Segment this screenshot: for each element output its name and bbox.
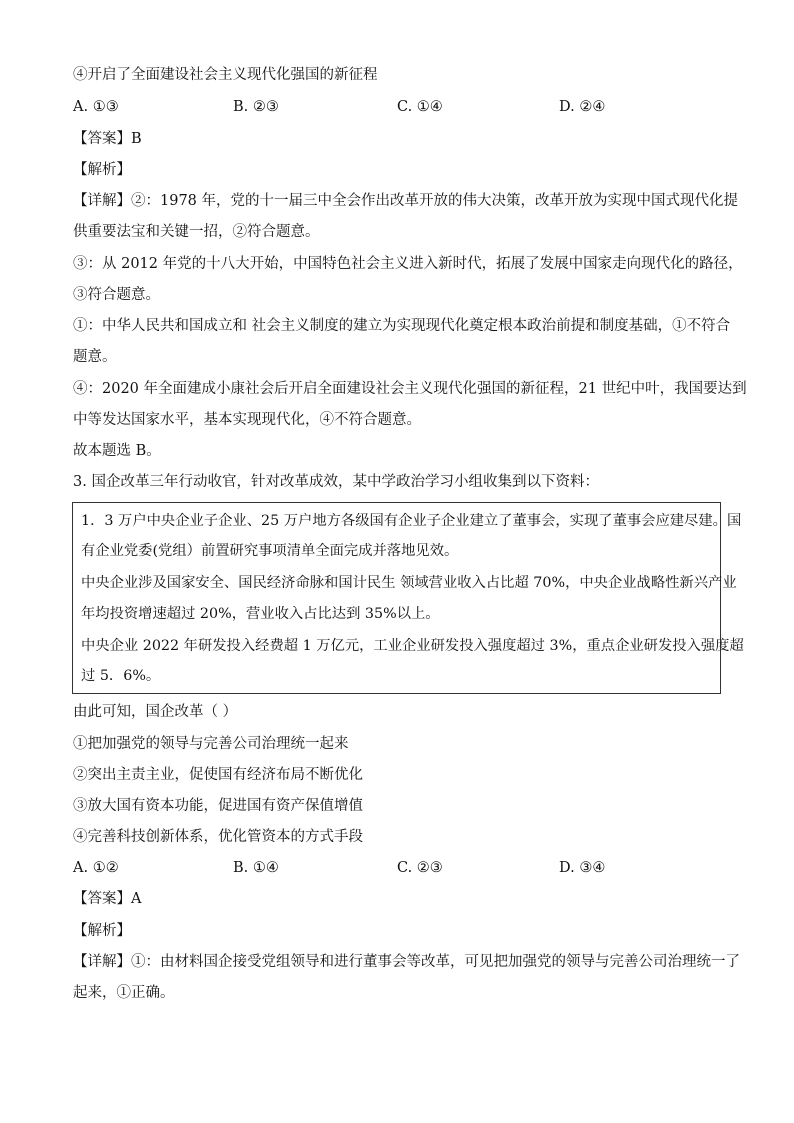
q3-item-1: ①把加强党的领导与完善公司治理统一起来 [73,736,349,752]
q2-options [73,97,733,117]
q2-detail-line: ③符合题意。 [73,287,160,303]
q2-option-c: C. ①④ [397,99,443,115]
material-line: 年均投资增速超过 20%，营业收入占比达到 35%以上。 [81,606,440,622]
q3-item-4: ④完善科技创新体系，优化管资本的方式手段 [73,829,363,845]
q2-option-a: A. ①③ [73,99,119,115]
q3-question: 由此可知，国企改革（ ） [73,704,238,720]
q2-detail-line: 中等发达国家水平，基本实现现代化，④不符合题意。 [73,412,421,428]
material-line: 中央企业 2022 年研发投入经费超 1 万亿元，工业企业研发投入强度超过 3%，重点企业研发投入强度超 [81,638,744,654]
q2-item-4: ④开启了全面建设社会主义现代化强国的新征程 [73,67,378,83]
q2-option-b: B. ②③ [233,99,279,115]
q2-answer: 【答案】B [73,131,142,147]
q3-option-b: B. ①④ [233,860,279,876]
q3-stem: 3. 国企改革三年行动收官，针对改革成效，某中学政治学习小组收集到以下资料： [73,474,599,490]
q2-conclusion: 故本题选 B。 [73,443,161,459]
q3-analysis-heading: 【解析】 [73,923,131,939]
material-line: 1．3 万户中央企业子企业、25 万户地方各级国有企业子企业建立了董事会，实现了董事会应建尽建。国 [81,513,742,529]
q3-option-c: C. ②③ [397,860,443,876]
q3-options [73,858,733,878]
q2-detail-line: 【详解】②：1978 年，党的十一届三中全会作出改革开放的伟大决策，改革开放为实现中国式现代化提 [73,193,739,209]
material-line: 过 5．6%。 [81,668,161,684]
q3-option-d: D. ③④ [559,860,606,876]
q2-analysis-heading: 【解析】 [73,162,131,178]
q2-detail-line: ③：从 2012 年党的十八大开始，中国特色社会主义进入新时代，拓展了发展中国家走向现代化的路径， [73,256,743,272]
q3-item-2: ②突出主责主业，促使国有经济布局不断优化 [73,767,363,783]
q2-detail-line: 题意。 [73,349,117,365]
q2-option-d: D. ②④ [559,99,606,115]
q3-material-box [72,502,744,694]
q3-option-a: A. ①② [73,860,119,876]
q3-detail-line: 起来，①正确。 [73,985,175,1001]
q3-answer: 【答案】A [73,891,142,907]
material-line: 中央企业涉及国家安全、国民经济命脉和国计民生 领域营业收入占比超 70%，中央企业战略性新兴产业 [81,575,737,591]
q2-detail-line: 供重要法宝和关键一招，②符合题意。 [73,224,320,240]
q2-detail-line: ④：2020 年全面建成小康社会后开启全面建设社会主义现代化强国的新征程，21 世纪中叶，我国要达到 [73,381,747,397]
q3-item-3: ③放大国有资本功能，促进国有资产保值增值 [73,798,363,814]
q2-detail-line: ①：中华人民共和国成立和 社会主义制度的建立为实现现代化奠定根本政治前提和制度基础，①不符合 [73,318,731,334]
material-line: 有企业党委(党组）前置研究事项清单全面完成并落地见效。 [81,543,459,559]
q3-detail-line: 【详解】①：由材料国企接受党组领导和进行董事会等改革，可见把加强党的领导与完善公司治理统一了 [73,954,740,970]
